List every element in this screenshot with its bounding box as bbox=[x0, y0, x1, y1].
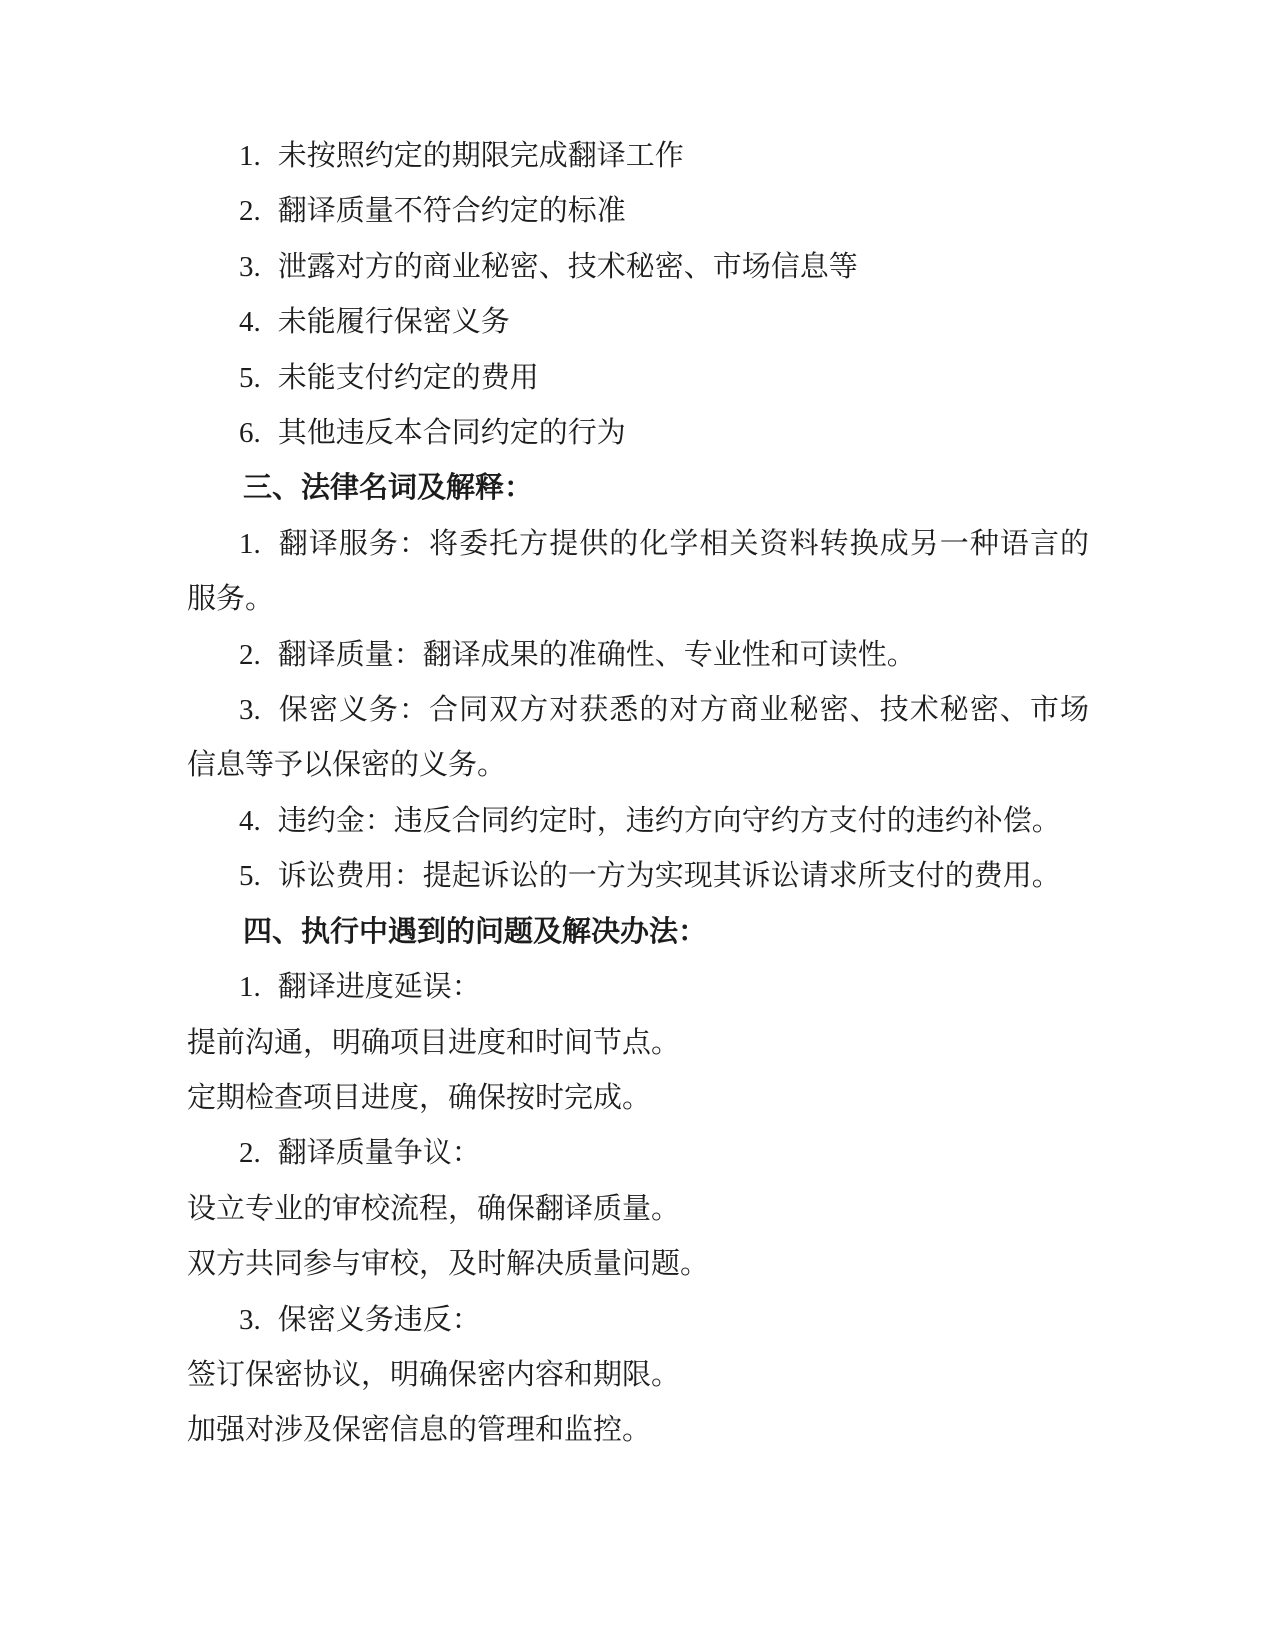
violation-list-item bbox=[187, 129, 1089, 184]
list-item-number: 3. bbox=[239, 250, 261, 283]
definition-text: 翻译质量：翻译成果的准确性、专业性和可读性。 bbox=[277, 638, 916, 671]
list-item-number: 2. bbox=[239, 1137, 261, 1170]
list-item-number: 4. bbox=[239, 306, 261, 339]
list-item-number: 1. bbox=[239, 140, 261, 172]
problem-title: 翻译质量争议： bbox=[277, 1137, 481, 1170]
section-number: 三、 bbox=[243, 472, 302, 505]
list-item-number: 5. bbox=[239, 860, 261, 893]
violation-list-item bbox=[187, 351, 1089, 406]
definition-item bbox=[187, 683, 1089, 794]
definition-text: 翻译服务：将委托方提供的化学相关资料转换成另一种语言的服务。 bbox=[187, 527, 1089, 616]
definition-text: 违约金：违反合同约定时，违约方向守约方支付的违约补偿。 bbox=[277, 804, 1061, 837]
problem-item bbox=[187, 1126, 1089, 1181]
list-item-number: 2. bbox=[239, 638, 261, 671]
definition-text: 保密义务：合同双方对获悉的对方商业秘密、技术秘密、市场信息等予以保密的义务。 bbox=[187, 694, 1089, 782]
solution-line: 定期检查项目进度，确保按时完成。 bbox=[187, 1081, 652, 1114]
list-item-number: 3. bbox=[239, 694, 261, 727]
list-item-number: 5. bbox=[239, 361, 261, 394]
solution-line: 设立专业的审校流程，确保翻译质量。 bbox=[187, 1192, 681, 1225]
solution-line: 加强对涉及保密信息的管理和监控。 bbox=[187, 1414, 652, 1447]
list-item-number: 1. bbox=[239, 971, 261, 1004]
problem-item bbox=[187, 1293, 1089, 1348]
solution-line: 签订保密协议，明确保密内容和期限。 bbox=[187, 1358, 681, 1391]
violation-list-item bbox=[187, 406, 1089, 461]
list-item-number: 4. bbox=[239, 804, 261, 837]
solution-line: 提前沟通，明确项目进度和时间节点。 bbox=[187, 1026, 681, 1059]
definition-item bbox=[187, 628, 1089, 683]
list-item-text: 翻译质量不符合约定的标准 bbox=[277, 195, 626, 228]
list-item-number: 1. bbox=[239, 527, 261, 560]
definition-item bbox=[187, 517, 1089, 628]
section-heading-problems-solutions bbox=[187, 905, 1089, 960]
list-item-text: 泄露对方的商业秘密、技术秘密、市场信息等 bbox=[277, 250, 858, 283]
solution-line: 双方共同参与审校，及时解决质量问题。 bbox=[187, 1248, 710, 1281]
section-heading-legal-terms bbox=[187, 461, 1089, 516]
problem-item bbox=[187, 960, 1089, 1015]
problem-title: 保密义务违反： bbox=[277, 1303, 481, 1336]
definition-item bbox=[187, 794, 1089, 849]
section-number: 四、 bbox=[243, 915, 302, 948]
section-title: 法律名词及解释： bbox=[301, 472, 534, 505]
list-item-number: 2. bbox=[239, 195, 261, 228]
list-item-text: 未能履行保密义务 bbox=[277, 306, 510, 339]
list-item-text: 其他违反本合同约定的行为 bbox=[277, 417, 626, 450]
violation-list-item bbox=[187, 240, 1089, 295]
list-item-number: 6. bbox=[239, 417, 261, 450]
violation-list-item bbox=[187, 184, 1089, 239]
list-item-text: 未按照约定的期限完成翻译工作 bbox=[277, 140, 684, 172]
definition-text: 诉讼费用：提起诉讼的一方为实现其诉讼请求所支付的费用。 bbox=[277, 860, 1061, 893]
violation-list-item bbox=[187, 295, 1089, 350]
problem-title: 翻译进度延误： bbox=[277, 971, 481, 1004]
list-item-text: 未能支付约定的费用 bbox=[277, 361, 539, 394]
list-item-number: 3. bbox=[239, 1303, 261, 1336]
section-title: 执行中遇到的问题及解决办法： bbox=[301, 915, 708, 948]
definition-item bbox=[187, 849, 1089, 904]
